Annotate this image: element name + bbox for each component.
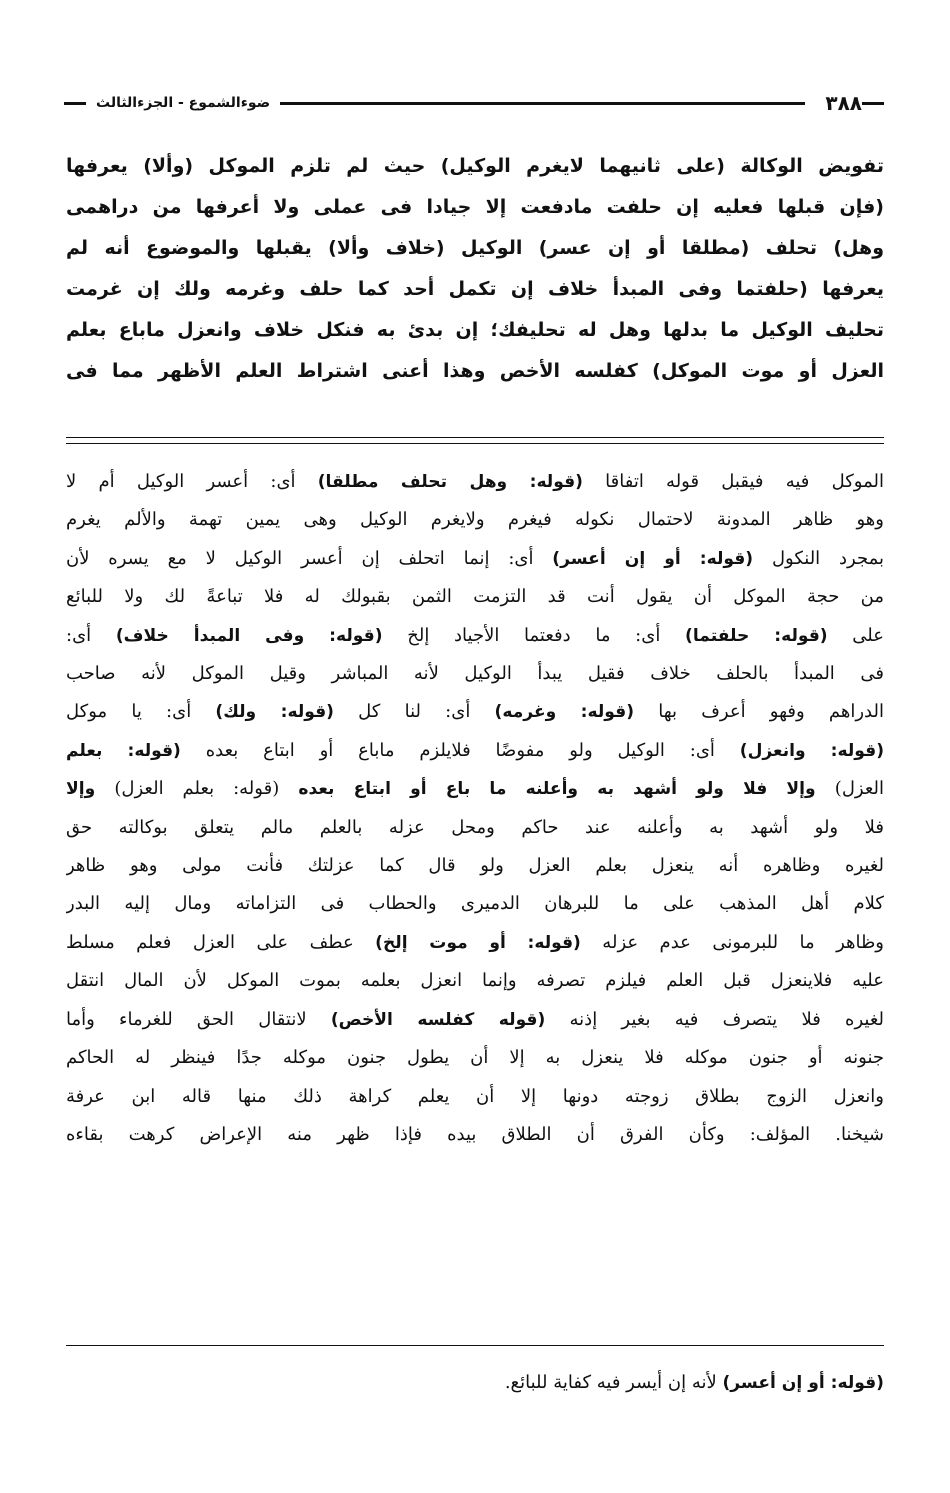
commentary-line: من حجة الموكل أن يقول أنت قد التزمت الثمن بقبولك له فلا تباعةً لك ولا للبائع <box>66 586 884 608</box>
main-text-line: يعرفها (حلفتما وفى المبدأ خلاف إن تكمل أحد كما حلف وغرمه ولك إن غرمت <box>66 278 884 300</box>
commentary-line: بمجرد النكول (قوله: أو إن أعسر) أى: إنما اتحلف إن أعسر الوكيل لا مع يسره لأن <box>66 547 884 569</box>
commentary-text <box>66 463 884 1154</box>
footnote-divider <box>66 1345 884 1346</box>
commentary-line: شيخنا. المؤلف: وكأن الفرق أن الطلاق بيده فإذا ظهر منه الإعراض كرهت بقاءه <box>66 1123 884 1145</box>
double-divider <box>66 437 884 449</box>
commentary-line: عليه فلاينعزل قبل العلم فيلزم تصرفه وإنما انعزل بعلمه بموت الموكل لأن المال انتقل <box>66 970 884 992</box>
commentary-line: (قوله: وانعزل) أى: الوكيل ولو مفوضًا فلايلزم ماباع أو ابتاع بعده (قوله: بعلم <box>66 739 884 761</box>
main-text-line: العزل أو موت الموكل) كفلسه الأخص وهذا أعنى اشتراط العلم الأظهر مما فى <box>66 360 884 382</box>
commentary-line: جنونه أو جنون موكله فلا ينعزل به إلا أن يطول جنون موكله جدًا فينظر له الحاكم <box>66 1047 884 1069</box>
commentary-line: لغيره فلا يتصرف فيه بغير إذنه (قوله كفلسه الأخص) لانتقال الحق للغرماء وأما <box>66 1008 884 1030</box>
header-dash <box>862 102 884 105</box>
main-text <box>66 146 884 392</box>
commentary-line: كلام أهل المذهب على ما للبرهان الدميرى والحطاب فى التزاماته ومال إليه البدر <box>66 893 884 915</box>
commentary-line: على (قوله: حلفتما) أى: ما دفعتما الأجياد إلخ (قوله: وفى المبدأ خلاف) أى: <box>66 624 884 646</box>
main-text-line: (فإن قبلها فعليه إن حلفت مادفعت إلا جيادا فى عملى ولا أعرفها من دراهمى <box>66 196 884 218</box>
commentary-line: وهو ظاهر المدونة لاحتمال نكوله فيغرم ولايغرم الوكيل وهى يمين تهمة والألم يغرم <box>66 509 884 531</box>
header-dash <box>64 102 86 105</box>
main-text-line: تفويض الوكالة (على ثانيهما لايغرم الوكيل) حيث لم تلزم الموكل (وألا) يعرفها <box>66 155 884 177</box>
page-number: ٣٨٨ <box>825 91 862 115</box>
page-header <box>64 88 884 118</box>
commentary-line: فى المبدأ بالحلف خلاف فقيل يبدأ الوكيل لأنه المباشر وقيل الموكل لأنه صاحب <box>66 663 884 685</box>
footnote: (قوله: أو إن أعسر) لأنه إن أيسر فيه كفاية للبائع. <box>504 1372 884 1393</box>
commentary-line: فلا ولو أشهد به وأعلنه عند حاكم ومحل عزله بالعلم مالم يتعلق بوكالته حق <box>66 816 884 838</box>
main-text-line: وهل) تحلف (مطلقا أو إن عسر) الوكيل (خلاف وألا) يقبلها والموضوع أنه لم <box>66 237 884 259</box>
commentary-line: لغيره وظاهره أنه ينعزل بعلم العزل ولو قال كما عزلتك فأنت مولى وهو ظاهر <box>66 855 884 877</box>
commentary-line: العزل) وإلا فلا ولو أشهد به وأعلنه ما باع أو ابتاع بعده (قوله: بعلم العزل) وإلا <box>66 778 884 800</box>
commentary-line: وظاهر ما للبرمونى عدم عزله (قوله: أو موت إلخ) عطف على العزل فعلم مسلط <box>66 931 884 953</box>
main-text-line: تحليف الوكيل ما بدلها وهل له تحليفك؛ إن بدئ به فنكل خلاف وانعزل ماباع بعلم <box>66 319 884 341</box>
running-title: ضوءالشموع - الجزءالثالث <box>96 95 271 111</box>
header-rule <box>280 102 805 105</box>
commentary-line: الدراهم وفهو أعرف بها (قوله: وغرمه) أى: لنا كل (قوله: ولك) أى: يا موكل <box>66 701 884 723</box>
commentary-line: وانعزل الزوج بطلاق زوجته دونها إلا أن يعلم كراهة ذلك منها قاله ابن عرفة <box>66 1085 884 1107</box>
commentary-line: الموكل فيه فيقبل قوله اتفاقا (قوله: وهل تحلف مطلقا) أى: أعسر الوكيل أم لا <box>66 471 884 492</box>
